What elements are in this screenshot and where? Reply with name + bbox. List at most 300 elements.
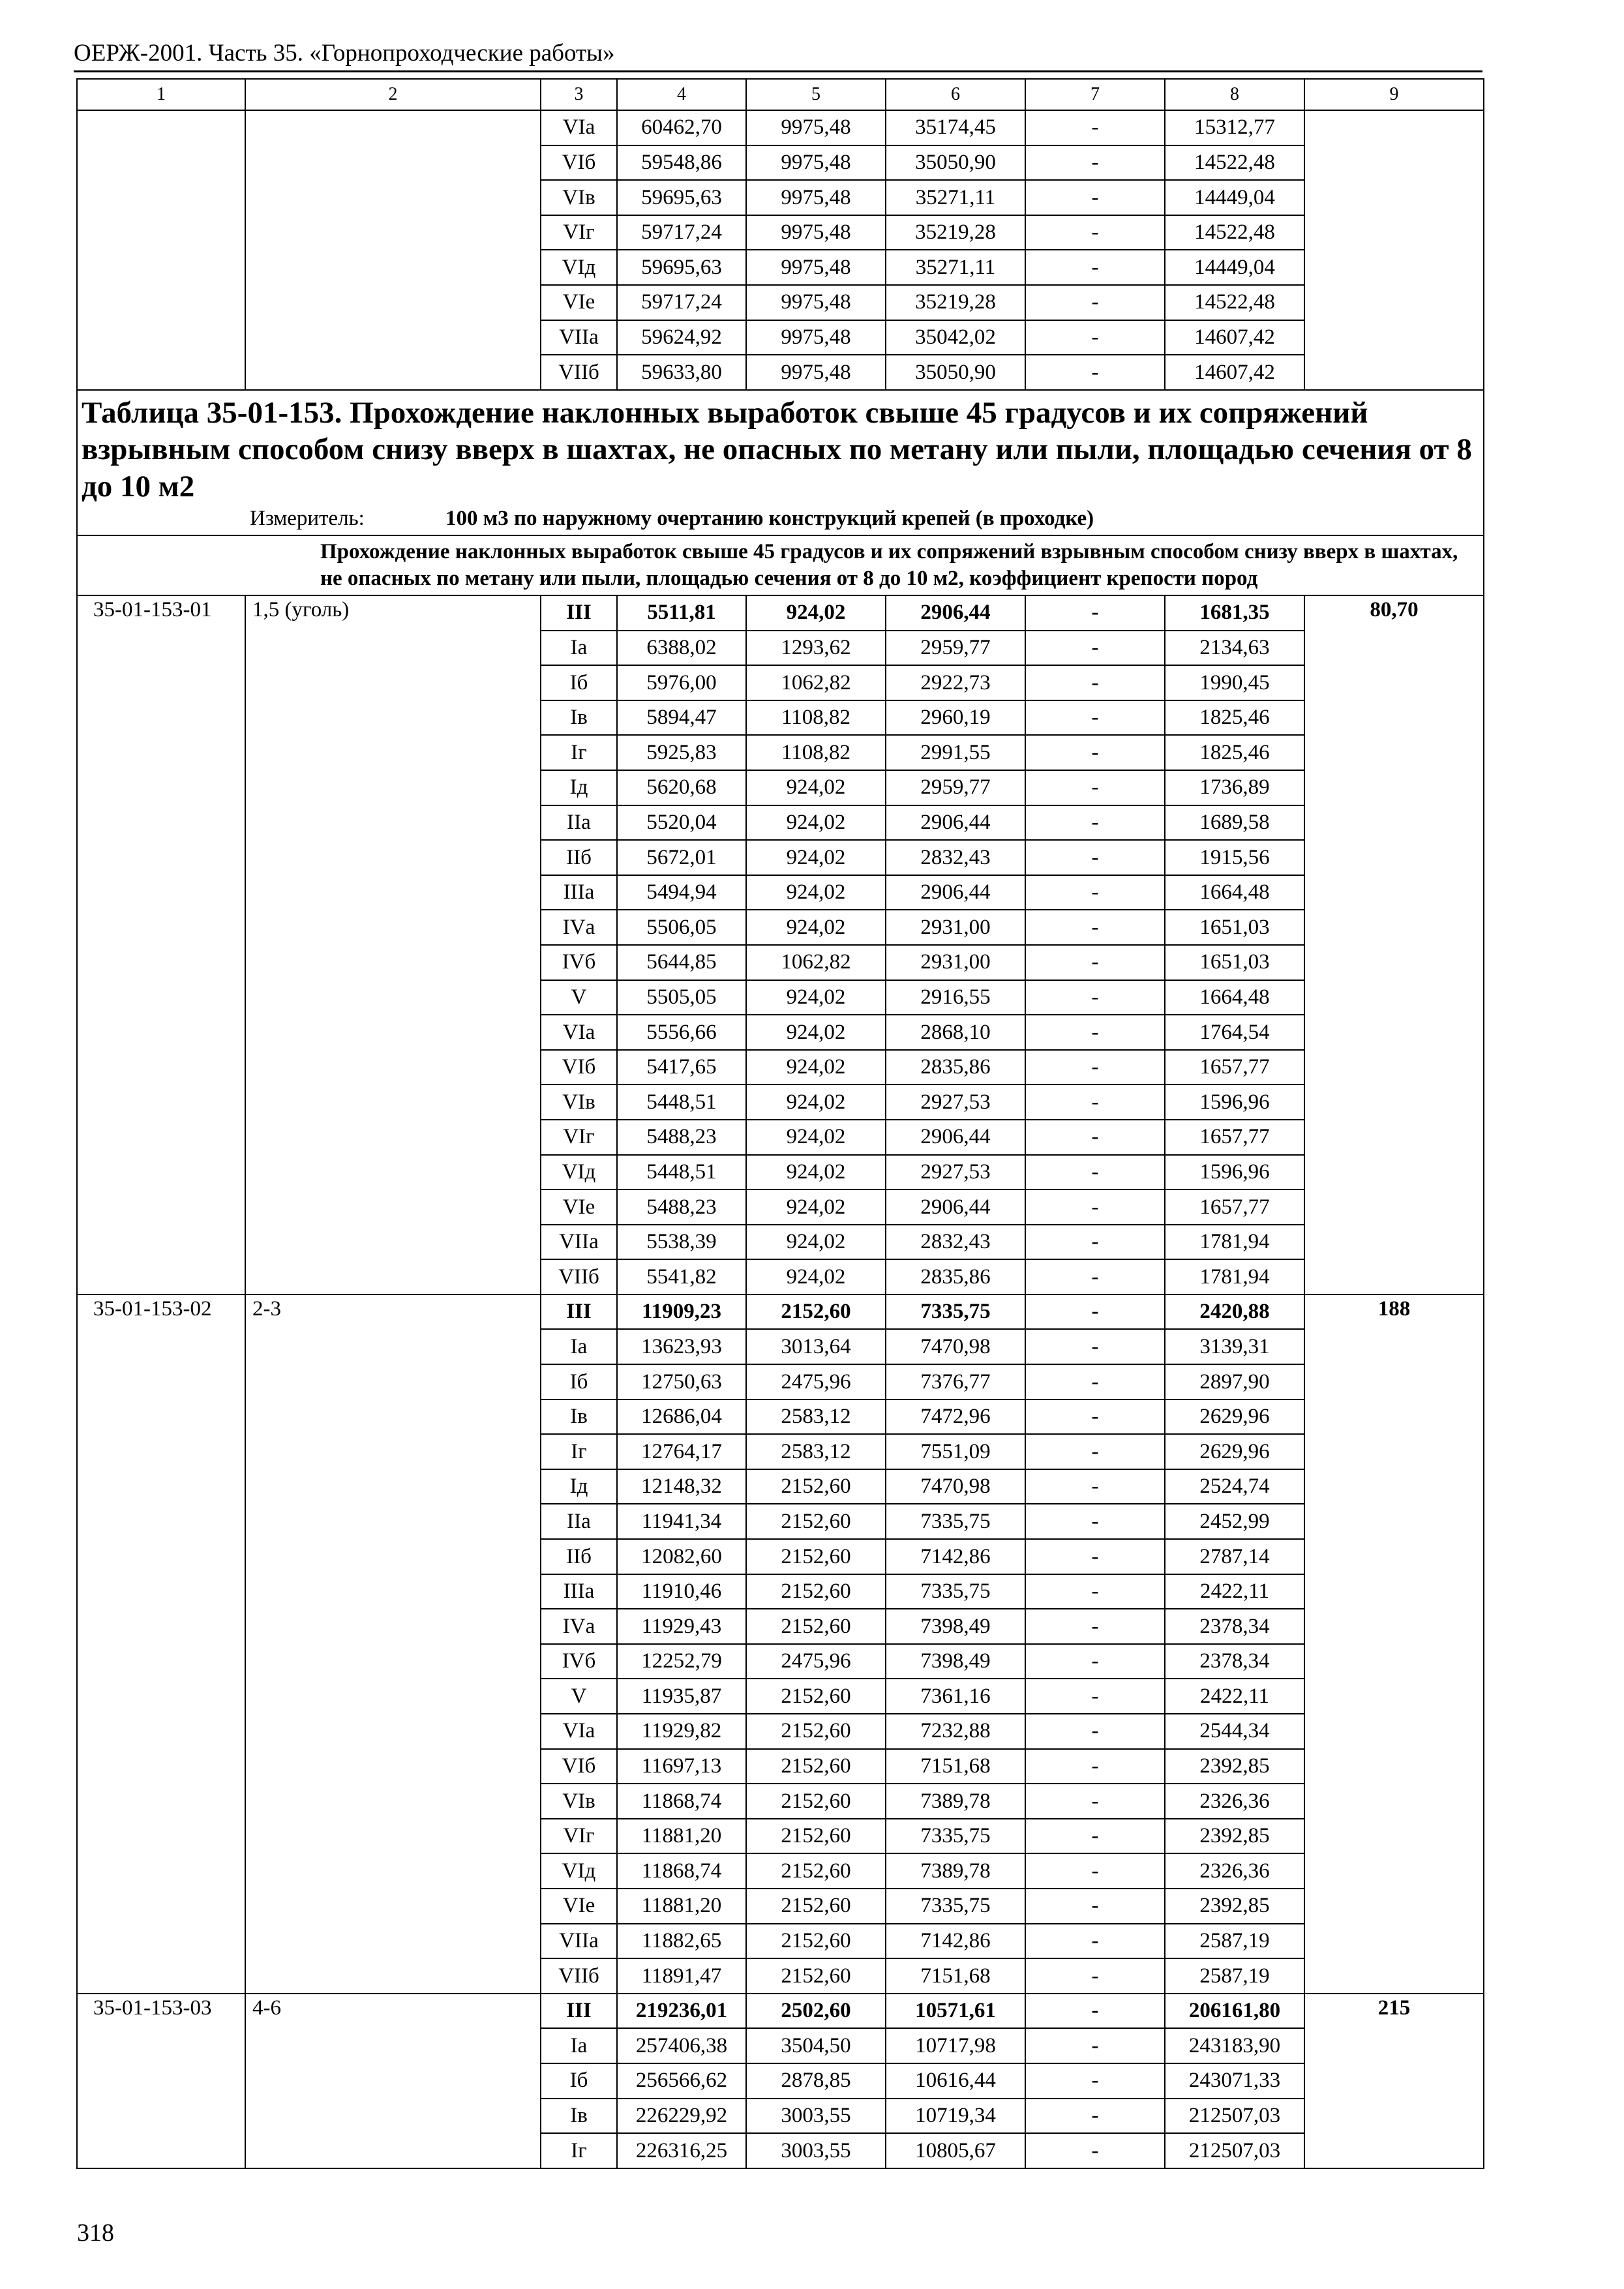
table-cell: 10805,67 [886, 2133, 1025, 2168]
header-rule [74, 70, 1482, 72]
table-cell: 11910,46 [617, 1574, 746, 1609]
table-cell: 5417,65 [617, 1050, 746, 1085]
table-cell: 1651,03 [1165, 945, 1304, 980]
table-cell: - [1025, 1225, 1165, 1260]
table-cell: 1764,54 [1165, 1015, 1304, 1050]
table-cell: 1664,48 [1165, 875, 1304, 910]
table-cell: IIа [541, 1504, 617, 1539]
table-cell: VIб [541, 1749, 617, 1784]
table-row [77, 595, 1484, 631]
table-cell: 35219,28 [886, 215, 1025, 250]
table-cell: 5538,39 [617, 1225, 746, 1260]
table-cell: 14607,42 [1165, 355, 1304, 390]
page-header: ОЕРЖ-2001. Часть 35. «Горнопроходческие работы» [74, 40, 615, 67]
table-cell: 5505,05 [617, 980, 746, 1015]
table-cell: 2916,55 [886, 980, 1025, 1015]
table-cell: - [1025, 735, 1165, 770]
table-cell: 5556,66 [617, 1015, 746, 1050]
table-cell: 2906,44 [886, 595, 1025, 631]
table-cell: 7472,96 [886, 1399, 1025, 1435]
blank-cell [77, 110, 245, 390]
column-number: 6 [886, 79, 1025, 110]
table-cell: VIд [541, 1155, 617, 1190]
description-row [77, 535, 1484, 596]
table-cell: 9975,48 [746, 250, 886, 285]
table-cell: IVа [541, 910, 617, 945]
table-cell: - [1025, 805, 1165, 841]
table-cell: 924,02 [746, 1155, 886, 1190]
table-cell: 2835,86 [886, 1259, 1025, 1294]
table-cell: 35174,45 [886, 110, 1025, 145]
table-cell: 2587,19 [1165, 1924, 1304, 1959]
table-cell: - [1025, 250, 1165, 285]
table-cell: III [541, 1294, 617, 1330]
table-cell: 2152,60 [746, 1469, 886, 1504]
table-cell: 924,02 [746, 805, 886, 841]
table-cell: 2420,88 [1165, 1294, 1304, 1330]
table-cell: 1915,56 [1165, 840, 1304, 875]
table-cell: 7335,75 [886, 1889, 1025, 1924]
table-cell: - [1025, 840, 1165, 875]
table-cell: 7151,68 [886, 1749, 1025, 1784]
table-cell: 924,02 [746, 770, 886, 805]
table-cell: 2868,10 [886, 1015, 1025, 1050]
table-cell: 2152,60 [746, 1749, 886, 1784]
column-number: 7 [1025, 79, 1165, 110]
table-row [77, 110, 1484, 145]
table-cell: 1062,82 [746, 665, 886, 700]
table-cell: VIIа [541, 1924, 617, 1959]
table-cell: 5448,51 [617, 1085, 746, 1120]
table-cell: 7335,75 [886, 1574, 1025, 1609]
table-cell: 3013,64 [746, 1329, 886, 1364]
table-cell: 5620,68 [617, 770, 746, 805]
table-cell: 2629,96 [1165, 1434, 1304, 1469]
table-cell: 7335,75 [886, 1294, 1025, 1330]
table-cell: 14607,42 [1165, 320, 1304, 355]
table-cell: 15312,77 [1165, 110, 1304, 145]
table-cell: VIIа [541, 1225, 617, 1260]
table-cell: 12252,79 [617, 1644, 746, 1679]
table-cell: III [541, 1994, 617, 2029]
table-cell: VIг [541, 1819, 617, 1854]
table-cell: 3504,50 [746, 2028, 886, 2063]
table-cell: VIв [541, 1085, 617, 1120]
table-cell: 7389,78 [886, 1784, 1025, 1819]
table-cell: Iв [541, 1399, 617, 1435]
table-cell: VIд [541, 1853, 617, 1889]
table-cell: - [1025, 2063, 1165, 2099]
table-cell: 924,02 [746, 840, 886, 875]
title-row [77, 390, 1484, 535]
table-cell: VIе [541, 1189, 617, 1225]
table-cell: 924,02 [746, 980, 886, 1015]
rock-coefficient: 4-6 [245, 1994, 541, 2168]
table-cell: - [1025, 1050, 1165, 1085]
table-cell: - [1025, 1085, 1165, 1120]
table-cell: 12686,04 [617, 1399, 746, 1435]
table-cell: - [1025, 1329, 1165, 1364]
table-cell: 3139,31 [1165, 1329, 1304, 1364]
table-cell: 35050,90 [886, 145, 1025, 181]
table-cell: 9975,48 [746, 145, 886, 181]
table-cell: 2152,60 [746, 1609, 886, 1644]
table-cell: 2960,19 [886, 700, 1025, 736]
rock-coefficient: 1,5 (уголь) [245, 595, 541, 1294]
table-cell: 2583,12 [746, 1399, 886, 1435]
table-cell: 1596,96 [1165, 1155, 1304, 1190]
table-cell: 11909,23 [617, 1294, 746, 1330]
table-cell: VIг [541, 215, 617, 250]
table-cell: 2835,86 [886, 1050, 1025, 1085]
table-cell: 2392,85 [1165, 1889, 1304, 1924]
table-cell: - [1025, 875, 1165, 910]
table-cell: 5541,82 [617, 1259, 746, 1294]
column-9-value: 215 [1304, 1994, 1484, 2168]
table-cell: VIв [541, 1784, 617, 1819]
table-cell: - [1025, 631, 1165, 666]
table-cell: 5520,04 [617, 805, 746, 841]
table-cell: 7470,98 [886, 1329, 1025, 1364]
table-cell: 2878,85 [746, 2063, 886, 2099]
table-cell: 924,02 [746, 1259, 886, 1294]
table-cell: VIб [541, 145, 617, 181]
table-cell: 2991,55 [886, 735, 1025, 770]
table-cell: 1825,46 [1165, 735, 1304, 770]
rate-code: 35-01-153-01 [77, 595, 245, 1294]
table-cell: 59624,92 [617, 320, 746, 355]
table-cell: 11882,65 [617, 1924, 746, 1959]
table-cell: 2152,60 [746, 1294, 886, 1330]
table-cell: 2922,73 [886, 665, 1025, 700]
table-cell: - [1025, 320, 1165, 355]
table-cell: III [541, 595, 617, 631]
table-cell: 2524,74 [1165, 1469, 1304, 1504]
table-cell: 5511,81 [617, 595, 746, 631]
table-cell: 11868,74 [617, 1853, 746, 1889]
table-cell: - [1025, 1364, 1165, 1399]
table-cell: 7142,86 [886, 1539, 1025, 1574]
table-cell: 9975,48 [746, 285, 886, 320]
table-cell: - [1025, 1679, 1165, 1714]
table-cell: 3003,55 [746, 2099, 886, 2134]
table-cell: 1681,35 [1165, 595, 1304, 631]
table-cell: 1736,89 [1165, 770, 1304, 805]
table-cell: 59695,63 [617, 250, 746, 285]
table-cell: 7398,49 [886, 1644, 1025, 1679]
table-cell: 7470,98 [886, 1469, 1025, 1504]
table-cell: VIв [541, 180, 617, 215]
table-cell: 2326,36 [1165, 1853, 1304, 1889]
table-cell: 11935,87 [617, 1679, 746, 1714]
table-cell: 2152,60 [746, 1958, 886, 1994]
measure-line [82, 506, 1479, 532]
table-cell: 1825,46 [1165, 700, 1304, 736]
table-cell: - [1025, 1609, 1165, 1644]
blank-cell [245, 110, 541, 390]
table-cell: 2787,14 [1165, 1539, 1304, 1574]
table-cell: VIе [541, 285, 617, 320]
table-cell: 59695,63 [617, 180, 746, 215]
table-title-cell [77, 390, 1484, 535]
table-cell: 1657,77 [1165, 1189, 1304, 1225]
table-cell: - [1025, 2133, 1165, 2168]
table-cell: 9975,48 [746, 320, 886, 355]
table-cell: 14522,48 [1165, 145, 1304, 181]
table-cell: - [1025, 1819, 1165, 1854]
table-cell: 9975,48 [746, 355, 886, 390]
table-cell: - [1025, 910, 1165, 945]
table-cell: 11868,74 [617, 1784, 746, 1819]
column-number: 1 [77, 79, 245, 110]
table-cell: 2906,44 [886, 805, 1025, 841]
table-cell: 924,02 [746, 595, 886, 631]
table-cell: 924,02 [746, 910, 886, 945]
table-cell: 1990,45 [1165, 665, 1304, 700]
table-cell: 5506,05 [617, 910, 746, 945]
table-cell: - [1025, 215, 1165, 250]
table-cell: 2502,60 [746, 1994, 886, 2029]
table-cell: 257406,38 [617, 2028, 746, 2063]
table-cell: 206161,80 [1165, 1994, 1304, 2029]
table-cell: IIб [541, 1539, 617, 1574]
table-cell: 2629,96 [1165, 1399, 1304, 1435]
table-cell: - [1025, 1259, 1165, 1294]
table-cell: 7142,86 [886, 1924, 1025, 1959]
table-cell: Iг [541, 1434, 617, 1469]
table-cell: 2134,63 [1165, 631, 1304, 666]
table-cell: IVб [541, 945, 617, 980]
table-cell: - [1025, 2099, 1165, 2134]
table-cell: - [1025, 1539, 1165, 1574]
table-cell: Iв [541, 2099, 617, 2134]
table-cell: - [1025, 1749, 1165, 1784]
table-cell: - [1025, 1294, 1165, 1330]
table-cell: - [1025, 1189, 1165, 1225]
table-cell: 1062,82 [746, 945, 886, 980]
table-cell: 2906,44 [886, 1120, 1025, 1155]
table-cell: 2927,53 [886, 1085, 1025, 1120]
table-cell: - [1025, 980, 1165, 1015]
table-cell: 1651,03 [1165, 910, 1304, 945]
table-cell: - [1025, 1714, 1165, 1749]
table-row [77, 1294, 1484, 1330]
table-cell: 6388,02 [617, 631, 746, 666]
table-cell: Iб [541, 2063, 617, 2099]
table-cell: 2152,60 [746, 1574, 886, 1609]
table-cell: 35042,02 [886, 320, 1025, 355]
table-cell: 14522,48 [1165, 285, 1304, 320]
table-cell: - [1025, 355, 1165, 390]
table-cell: 5644,85 [617, 945, 746, 980]
table-cell: - [1025, 1994, 1165, 2029]
table-cell: 59717,24 [617, 285, 746, 320]
table-cell: 243183,90 [1165, 2028, 1304, 2063]
page-number: 318 [77, 2219, 114, 2247]
table-cell: 5672,01 [617, 840, 746, 875]
table-cell: 1781,94 [1165, 1225, 1304, 1260]
table-cell: 3003,55 [746, 2133, 886, 2168]
table-cell: 2475,96 [746, 1364, 886, 1399]
column-number: 4 [617, 79, 746, 110]
table-cell: 2452,99 [1165, 1504, 1304, 1539]
table-cell: 2152,60 [746, 1819, 886, 1854]
column-number: 3 [541, 79, 617, 110]
table-row [77, 1994, 1484, 2029]
table-cell: 2422,11 [1165, 1574, 1304, 1609]
table-cell: 7376,77 [886, 1364, 1025, 1399]
table-cell: 35271,11 [886, 180, 1025, 215]
table-cell: 2475,96 [746, 1644, 886, 1679]
table-cell: IVа [541, 1609, 617, 1644]
table-cell: Iг [541, 2133, 617, 2168]
table-cell: 924,02 [746, 1015, 886, 1050]
table-cell: 924,02 [746, 1225, 886, 1260]
table-cell: 5448,51 [617, 1155, 746, 1190]
table-cell: 10717,98 [886, 2028, 1025, 2063]
table-cell: - [1025, 595, 1165, 631]
table-cell: 2931,00 [886, 945, 1025, 980]
table-cell: 212507,03 [1165, 2133, 1304, 2168]
table-cell: VIа [541, 1714, 617, 1749]
table-cell: 7232,88 [886, 1714, 1025, 1749]
table-cell: VIг [541, 1120, 617, 1155]
table-cell: 1689,58 [1165, 805, 1304, 841]
column-number: 5 [746, 79, 886, 110]
table-cell: 2378,34 [1165, 1609, 1304, 1644]
table-cell: - [1025, 1924, 1165, 1959]
table-cell: IIIа [541, 875, 617, 910]
table-cell: 2906,44 [886, 875, 1025, 910]
table-cell: 226316,25 [617, 2133, 746, 2168]
table-cell: 1781,94 [1165, 1259, 1304, 1294]
table-cell: VIIб [541, 355, 617, 390]
table-cell: - [1025, 285, 1165, 320]
table-cell: V [541, 1679, 617, 1714]
table-cell: 7389,78 [886, 1853, 1025, 1889]
table-cell: VIIб [541, 1958, 617, 1994]
table-cell: 2959,77 [886, 770, 1025, 805]
table-cell: - [1025, 1155, 1165, 1190]
measure-text: 100 м3 по наружному очертанию конструкций крепей (в проходке) [445, 506, 1094, 530]
table-cell: 35271,11 [886, 250, 1025, 285]
table-cell: 212507,03 [1165, 2099, 1304, 2134]
table-cell: 5494,94 [617, 875, 746, 910]
table-cell: 14522,48 [1165, 215, 1304, 250]
table-cell: 2326,36 [1165, 1784, 1304, 1819]
table-cell: 11891,47 [617, 1958, 746, 1994]
table-cell: 2152,60 [746, 1853, 886, 1889]
table-cell: 59548,86 [617, 145, 746, 181]
rates-table [76, 78, 1484, 2169]
table-cell: VIа [541, 110, 617, 145]
column-9-value: 80,70 [1304, 595, 1484, 1294]
table-cell: - [1025, 2028, 1165, 2063]
table-cell: 10571,61 [886, 1994, 1025, 2029]
table-cell: Iд [541, 1469, 617, 1504]
table-cell: 2392,85 [1165, 1749, 1304, 1784]
table-cell: 2959,77 [886, 631, 1025, 666]
table-cell: 226229,92 [617, 2099, 746, 2134]
table-cell: 924,02 [746, 1189, 886, 1225]
table-cell: 219236,01 [617, 1994, 746, 2029]
table-cell: 2152,60 [746, 1924, 886, 1959]
measure-label: Измеритель: [250, 506, 365, 530]
table-cell: 5976,00 [617, 665, 746, 700]
table-cell: 2931,00 [886, 910, 1025, 945]
table-cell: 2906,44 [886, 1189, 1025, 1225]
table-cell: - [1025, 1120, 1165, 1155]
table-cell: - [1025, 1574, 1165, 1609]
table-cell: 14449,04 [1165, 250, 1304, 285]
table-cell: 11697,13 [617, 1749, 746, 1784]
column-number: 9 [1304, 79, 1484, 110]
table-cell: 59633,80 [617, 355, 746, 390]
table-cell: IIб [541, 840, 617, 875]
table-cell: 5488,23 [617, 1189, 746, 1225]
table-cell: VIе [541, 1889, 617, 1924]
table-cell: IIа [541, 805, 617, 841]
table-cell: 2152,60 [746, 1784, 886, 1819]
table-cell: 924,02 [746, 1085, 886, 1120]
table-cell: - [1025, 700, 1165, 736]
table-cell: - [1025, 110, 1165, 145]
table-cell: VIIб [541, 1259, 617, 1294]
table-cell: Iд [541, 770, 617, 805]
table-cell: 5488,23 [617, 1120, 746, 1155]
table-cell: Iа [541, 631, 617, 666]
table-cell: 10616,44 [886, 2063, 1025, 2099]
table-cell: - [1025, 770, 1165, 805]
table-cell: 2583,12 [746, 1434, 886, 1469]
table-cell: - [1025, 1015, 1165, 1050]
table-cell: 9975,48 [746, 180, 886, 215]
table-cell: IVб [541, 1644, 617, 1679]
table-cell: 59717,24 [617, 215, 746, 250]
table-cell: IIIа [541, 1574, 617, 1609]
table-cell: - [1025, 665, 1165, 700]
table-cell: 60462,70 [617, 110, 746, 145]
table-cell: 2152,60 [746, 1889, 886, 1924]
table-cell: 2152,60 [746, 1714, 886, 1749]
table-cell: - [1025, 1434, 1165, 1469]
table-cell: 2422,11 [1165, 1679, 1304, 1714]
description: Прохождение наклонных выработок свыше 45 градусов и их сопряжений взрывным способом снизу вверх в шахтах, не опасных по метану или пыли, площадью сечения от 8 до 10 м2, коэффициент крепости пород [77, 535, 1484, 596]
blank-cell [1304, 110, 1484, 390]
table-cell: Iа [541, 2028, 617, 2063]
table-cell: 7335,75 [886, 1819, 1025, 1854]
table-cell: 1657,77 [1165, 1050, 1304, 1085]
table-cell: 35050,90 [886, 355, 1025, 390]
table-cell: 2392,85 [1165, 1819, 1304, 1854]
table-cell: 1108,82 [746, 700, 886, 736]
column-number: 2 [245, 79, 541, 110]
table-cell: 11929,43 [617, 1609, 746, 1644]
table-cell: VIа [541, 1015, 617, 1050]
table-cell: - [1025, 1889, 1165, 1924]
column-number: 8 [1165, 79, 1304, 110]
table-cell: 35219,28 [886, 285, 1025, 320]
table-cell: 7398,49 [886, 1609, 1025, 1644]
table-cell: VIIа [541, 320, 617, 355]
table-cell: 1108,82 [746, 735, 886, 770]
table-cell: - [1025, 1399, 1165, 1435]
table-cell: 12148,32 [617, 1469, 746, 1504]
table-cell: 7551,09 [886, 1434, 1025, 1469]
table-cell: - [1025, 1853, 1165, 1889]
table-cell: 1657,77 [1165, 1120, 1304, 1155]
rate-code: 35-01-153-02 [77, 1294, 245, 1994]
